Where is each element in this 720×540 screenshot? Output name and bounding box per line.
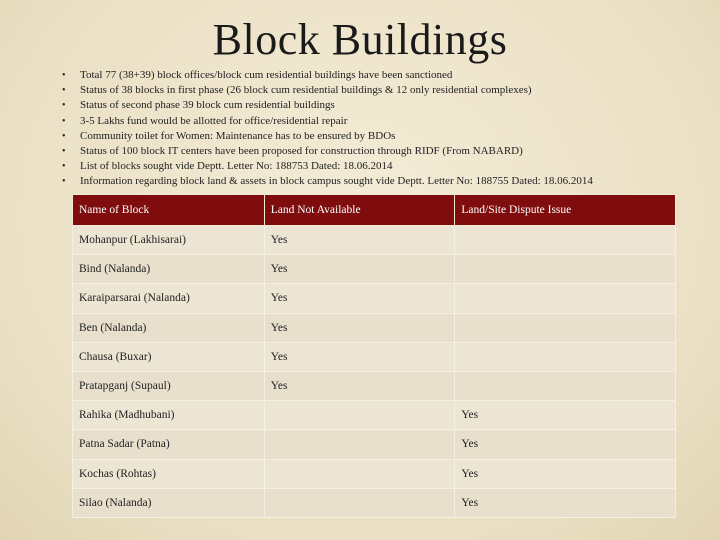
bullet-dot: • xyxy=(62,130,66,142)
table-row xyxy=(73,488,676,517)
cell-dispute-issue: Yes xyxy=(455,401,676,430)
table-row xyxy=(73,401,676,430)
bullet-item xyxy=(62,144,702,159)
cell-block-name: Silao (Nalanda) xyxy=(73,488,265,517)
cell-block-name: Chausa (Buxar) xyxy=(73,342,265,371)
cell-dispute-issue xyxy=(455,342,676,371)
cell-land-not-available: Yes xyxy=(264,284,455,313)
bullet-item xyxy=(62,114,702,129)
table-row xyxy=(73,226,676,255)
column-header-name-of-block: Name of Block xyxy=(73,195,265,226)
cell-land-not-available: Yes xyxy=(264,342,455,371)
cell-block-name: Patna Sadar (Patna) xyxy=(73,430,265,459)
column-header-land-not-available: Land Not Available xyxy=(264,195,455,226)
column-header-land-dispute-issue: Land/Site Dispute Issue xyxy=(455,195,676,226)
table-row xyxy=(73,255,676,284)
block-buildings-table xyxy=(72,194,676,518)
bullet-list xyxy=(62,68,702,190)
cell-land-not-available: Yes xyxy=(264,255,455,284)
bullet-dot: • xyxy=(62,85,66,97)
bullet-item xyxy=(62,174,702,189)
cell-block-name: Kochas (Rohtas) xyxy=(73,459,265,488)
cell-dispute-issue xyxy=(455,284,676,313)
cell-dispute-issue xyxy=(455,255,676,284)
table-row xyxy=(73,313,676,342)
cell-dispute-issue: Yes xyxy=(455,430,676,459)
bullet-item xyxy=(62,83,702,98)
bullet-text: Information regarding block land & assets in block campus sought vide Deptt. Letter No: 188755 Dated: 18.06.2014 xyxy=(80,175,593,188)
cell-block-name: Ben (Nalanda) xyxy=(73,313,265,342)
bullet-text: Status of second phase 39 block cum residential buildings xyxy=(80,99,335,112)
bullet-item xyxy=(62,129,702,144)
cell-block-name: Mohanpur (Lakhisarai) xyxy=(73,226,265,255)
bullet-item xyxy=(62,68,702,83)
bullet-dot: • xyxy=(62,146,66,158)
bullet-dot: • xyxy=(62,115,66,127)
cell-land-not-available: Yes xyxy=(264,371,455,400)
bullet-item xyxy=(62,98,702,113)
bullet-text: Status of 100 block IT centers have been proposed for construction through RIDF (From NABARD) xyxy=(80,145,523,158)
bullet-text: 3-5 Lakhs fund would be allotted for office/residential repair xyxy=(80,114,348,127)
table-row xyxy=(73,371,676,400)
cell-land-not-available xyxy=(264,459,455,488)
table-header-row xyxy=(73,195,676,226)
cell-land-not-available: Yes xyxy=(264,226,455,255)
bullet-item xyxy=(62,159,702,174)
table-row xyxy=(73,284,676,313)
cell-land-not-available xyxy=(264,430,455,459)
bullet-text: Community toilet for Women: Maintenance has to be ensured by BDOs xyxy=(80,129,396,142)
cell-land-not-available xyxy=(264,488,455,517)
cell-block-name: Pratapganj (Supaul) xyxy=(73,371,265,400)
cell-dispute-issue: Yes xyxy=(455,488,676,517)
cell-land-not-available: Yes xyxy=(264,313,455,342)
cell-land-not-available xyxy=(264,401,455,430)
slide-title: Block Buildings xyxy=(212,15,508,64)
cell-block-name: Bind (Nalanda) xyxy=(73,255,265,284)
table-row xyxy=(73,430,676,459)
bullet-text: Total 77 (38+39) block offices/block cum residential buildings have been sanctioned xyxy=(80,69,453,81)
bullet-text: List of blocks sought vide Deptt. Letter No: 188753 Dated: 18.06.2014 xyxy=(80,160,393,173)
bullet-dot: • xyxy=(62,70,66,81)
bullet-dot: • xyxy=(62,161,66,173)
bullet-text: Status of 38 blocks in first phase (26 block cum residential buildings & 12 only residential complexes) xyxy=(80,84,532,97)
cell-dispute-issue xyxy=(455,371,676,400)
bullet-dot: • xyxy=(62,100,66,112)
cell-block-name: Rahika (Madhubani) xyxy=(73,401,265,430)
bullet-dot: • xyxy=(62,176,66,188)
table-row xyxy=(73,342,676,371)
cell-dispute-issue: Yes xyxy=(455,459,676,488)
table-row xyxy=(73,459,676,488)
cell-block-name: Karaiparsarai (Nalanda) xyxy=(73,284,265,313)
cell-dispute-issue xyxy=(455,313,676,342)
cell-dispute-issue xyxy=(455,226,676,255)
